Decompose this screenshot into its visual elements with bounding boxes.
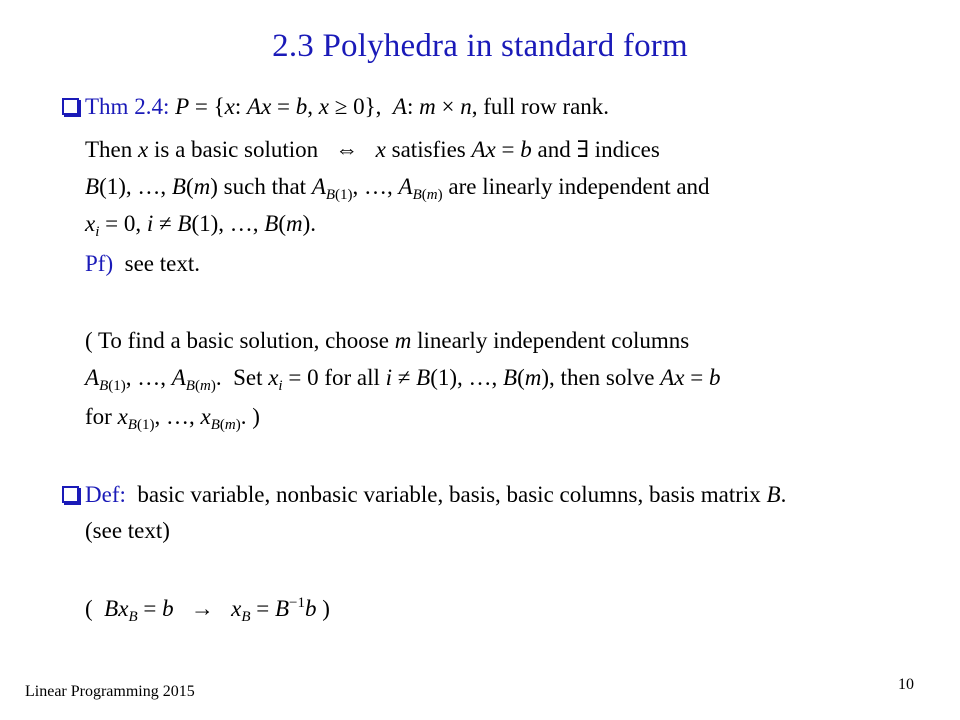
footer-course: Linear Programming 2015 xyxy=(25,683,195,700)
note-line-3: for $x_{B(1)}$, …, $x_{B(m)}$. ) xyxy=(85,404,260,433)
def-line-2: (see text) xyxy=(85,518,170,543)
square-bullet-icon xyxy=(62,98,79,115)
pf-text: see text. xyxy=(124,251,200,276)
def-text: basic variable, nonbasic variable, basis, basic columns, basis matrix xyxy=(137,482,767,507)
proof-line xyxy=(85,252,200,275)
thm-line-1: Thm 2.4: P = {x: Ax = b, x ≥ 0}, A: m × n, full row rank. xyxy=(62,95,609,118)
thm-line-3: B(1), …, B(m) such that $A_{B(1)}$, …, $A_{B(m)}$ are linearly independent and xyxy=(85,174,710,203)
page-number: 10 xyxy=(898,676,914,693)
thm-label: Thm 2.4: xyxy=(85,94,170,119)
slide-title: 2.3 Polyhedra in standard form xyxy=(272,28,688,64)
thm-line-4: $x_i = 0$, i ≠ B(1), …, B(m). xyxy=(85,211,317,240)
def-line-1: Def: basic variable, nonbasic variable, basis, basic columns, basis matrix B. xyxy=(62,483,786,506)
pf-label: Pf) xyxy=(85,251,114,276)
def-label: Def: xyxy=(85,482,126,507)
equation-line: ( $Bx_B = b \to x_B = B^{-1}b$ ) xyxy=(85,595,330,625)
square-bullet-icon xyxy=(62,486,79,503)
note-line-1: ( To find a basic solution, choose m linearly independent columns xyxy=(85,328,690,353)
note-line-2: $A_{B(1)}$, …, $A_{B(m)}$. Set $x_i = 0$ for all i ≠ B(1), …, B(m), then solve Ax = b xyxy=(85,365,721,394)
thm-line-2: Then x is a basic solution ⇔ x satisfies Ax = b and ∃ indices xyxy=(85,137,660,162)
